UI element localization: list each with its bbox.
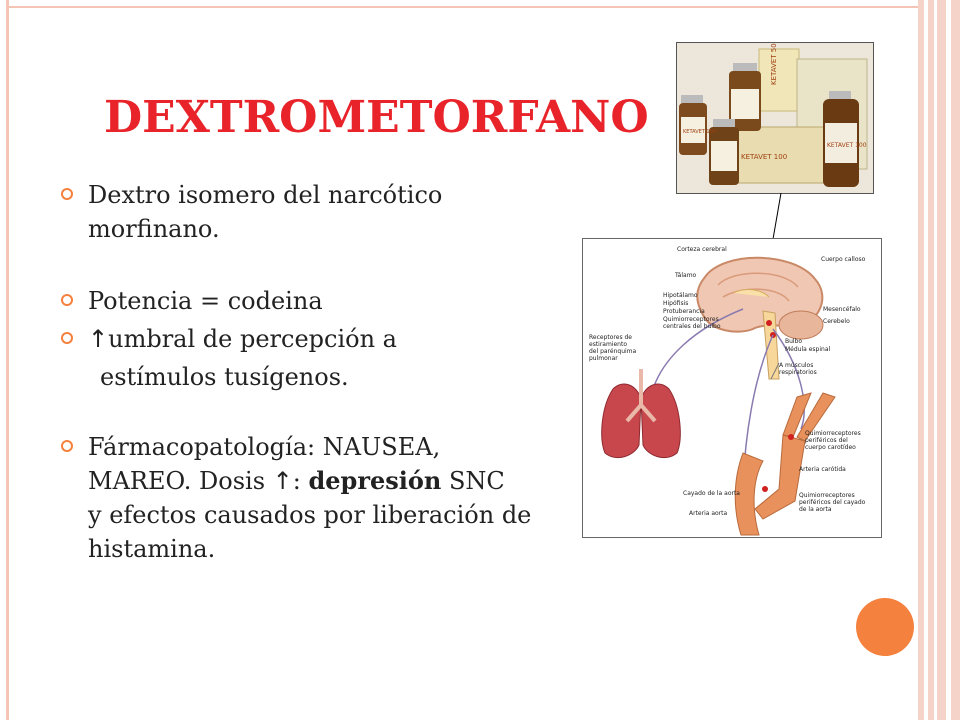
label-quimio-aorta: Quimiorreceptores xyxy=(799,492,855,499)
label-receptores: pulmonar xyxy=(589,355,618,362)
label-hipotalamo: Hipotálamo xyxy=(663,292,698,299)
bullet-text: : xyxy=(292,467,309,495)
box-label: KETAVET 100 xyxy=(741,153,788,161)
vials-illustration xyxy=(677,43,873,193)
label-medula: Médula espinal xyxy=(785,346,831,353)
label-receptores: del parénquima xyxy=(589,348,637,355)
bold-text: depresión xyxy=(308,466,442,495)
bullet-item xyxy=(60,284,620,318)
bullet-line: Potencia = codeina xyxy=(88,287,323,315)
label-cayado: Cayado de la aorta xyxy=(683,490,740,497)
diagram-illustration xyxy=(583,239,881,537)
label-quimio-carotideo: Quimiorreceptores xyxy=(805,430,861,437)
bullet-continuation: estímulos tusígenos. xyxy=(100,363,349,391)
bullet-line: Dextro isomero del narcótico xyxy=(88,181,443,209)
slide-title: DEXTROMETORFANO xyxy=(104,92,649,143)
respiratory-diagram xyxy=(582,238,882,538)
bullet-text: SNC xyxy=(441,467,505,495)
label-quimio-centrales: Quimiorreceptores xyxy=(663,316,719,323)
bullet-line: Fármacopatología: NAUSEA, xyxy=(88,433,441,461)
bullet-text: MAREO. Dosis xyxy=(88,467,273,495)
label-talamo: Tálamo xyxy=(675,272,697,279)
label-quimio-centrales: centrales del bulbo xyxy=(663,323,721,330)
bullet-icon xyxy=(60,331,74,345)
frame-top-line xyxy=(6,6,920,8)
bullet-icon xyxy=(60,293,74,307)
label-musculos: A músculos xyxy=(779,362,814,369)
label-arteria-aorta: Arteria aorta xyxy=(689,510,728,517)
stripe xyxy=(946,0,951,720)
bullet-line: morfinano. xyxy=(88,215,220,243)
stripe xyxy=(924,0,928,720)
decorative-stripes xyxy=(918,0,960,720)
label-quimio-carotideo: cuerpo carotídeo xyxy=(805,444,856,451)
bullet-item xyxy=(60,178,620,246)
bullet-line: histamina. xyxy=(88,535,216,563)
label-arteria-carotida: Arteria carótida xyxy=(799,466,846,473)
bullet-line: y efectos causados por liberación de xyxy=(88,501,532,529)
label-musculos: respiratorios xyxy=(779,369,817,376)
label-corteza: Corteza cerebral xyxy=(677,246,727,253)
label-quimio-aorta: periféricos del cayado xyxy=(799,499,866,506)
label-bulbo: Bulbo xyxy=(785,338,803,345)
bullet-item xyxy=(60,322,620,356)
bottle-label: KETAVET 100 xyxy=(683,129,716,135)
accent-circle xyxy=(856,598,914,656)
stripe xyxy=(934,0,937,720)
label-receptores: Receptores de xyxy=(589,334,632,341)
label-quimio-aorta: de la aorta xyxy=(799,506,832,513)
label-protuberancia: Protuberancia xyxy=(663,308,705,315)
label-cerebelo: Cerebelo xyxy=(823,318,850,325)
box-label: KETAVET 50 xyxy=(770,43,778,85)
bottle-label: KETAVET 100 xyxy=(827,142,867,149)
bullet-text: umbral de percepción a xyxy=(108,325,397,353)
up-arrow-icon: ↑ xyxy=(88,325,109,353)
label-hipofisis: Hipófisis xyxy=(663,300,689,307)
bullet-icon xyxy=(60,439,74,453)
bullet-list xyxy=(60,178,620,566)
bullet-item xyxy=(60,430,620,566)
frame-left-line xyxy=(6,0,9,720)
up-arrow-icon: ↑ xyxy=(272,467,293,495)
label-receptores: estiramiento xyxy=(589,341,628,348)
label-cuerpo-calloso: Cuerpo calloso xyxy=(821,256,866,263)
label-quimio-carotideo: periféricos del xyxy=(805,437,848,444)
vials-photo xyxy=(676,42,874,194)
bullet-icon xyxy=(60,187,74,201)
label-mesencefalo: Mesencéfalo xyxy=(823,306,861,313)
